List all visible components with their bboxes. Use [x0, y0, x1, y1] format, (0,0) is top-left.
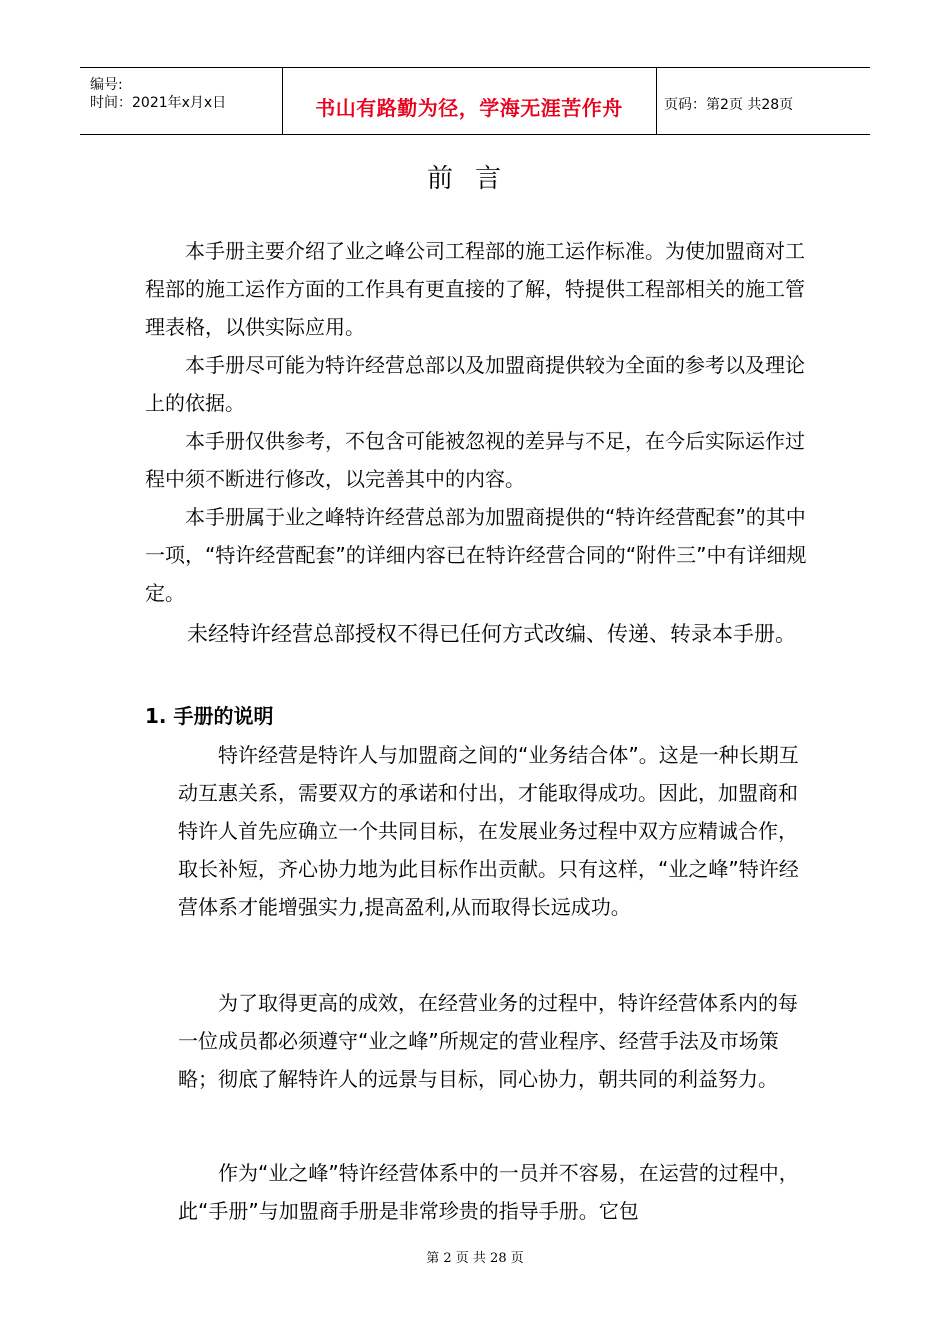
paragraph-2: 本手册尽可能为特许经营总部以及加盟商提供较为全面的参考以及理论上的依据。 [145, 353, 805, 415]
page-footer: 第 2 页 共 28 页 [426, 1251, 524, 1266]
header-meta [80, 68, 283, 134]
header-page-info: 页码：第2页 共28页 [664, 97, 794, 113]
paragraph-3: 本手册仅供参考，不包含可能被忽视的差异与不足，在今后实际运作过程中须不断进行修改，以完善其中的内容。 [145, 429, 805, 491]
section-paragraph-1: 特许经营是特许人与加盟商之间的“业务结合体”。这是一种长期互动互惠关系，需要双方的承诺和付出，才能取得成功。因此，加盟商和特许人首先应确立一个共同目标，在发展业务过程中双方应精诚合作，取长补短，齐心协力地为此目标作出贡献。只有这样，“业之峰”特许经营体系才能增强实力,提高盈利,从而取得长远成功。 [178, 743, 799, 919]
page-header [80, 67, 870, 135]
paragraph-5: 未经特许经营总部授权不得已任何方式改编、传递、转录本手册。 [187, 622, 796, 646]
paragraph-4: 本手册属于业之峰特许经营总部为加盟商提供的“特许经营配套”的其中一项，“特许经营配套”的详细内容已在特许经营合同的“附件三”中有详细规定。 [145, 505, 807, 605]
paragraph-1: 本手册主要介绍了业之峰公司工程部的施工运作标准。为使加盟商对工程部的施工运作方面的工作具有更直接的了解，特提供工程部相关的施工管理表格，以供实际应用。 [145, 239, 805, 339]
motto: 书山有路勤为径，学海无涯苦作舟 [315, 96, 623, 120]
section-paragraph-2: 为了取得更高的成效，在经营业务的过程中，特许经营体系内的每一位成员都必须遵守“业之峰”所规定的营业程序、经营手法及市场策略；彻底了解特许人的远景与目标，同心协力，朝共同的利益努力。 [178, 991, 798, 1091]
header-motto-cell [282, 68, 657, 134]
page-title: 前言 [426, 164, 523, 194]
section-heading: 1. 手册的说明 [145, 704, 274, 728]
number-label: 编号: [90, 77, 123, 93]
section-paragraph-3: 作为“业之峰”特许经营体系中的一员并不容易，在运营的过程中，此“手册”与加盟商手册是非常珍贵的指导手册。它包 [178, 1161, 799, 1223]
date-label: 时间：2021年x月x日 [90, 95, 227, 111]
